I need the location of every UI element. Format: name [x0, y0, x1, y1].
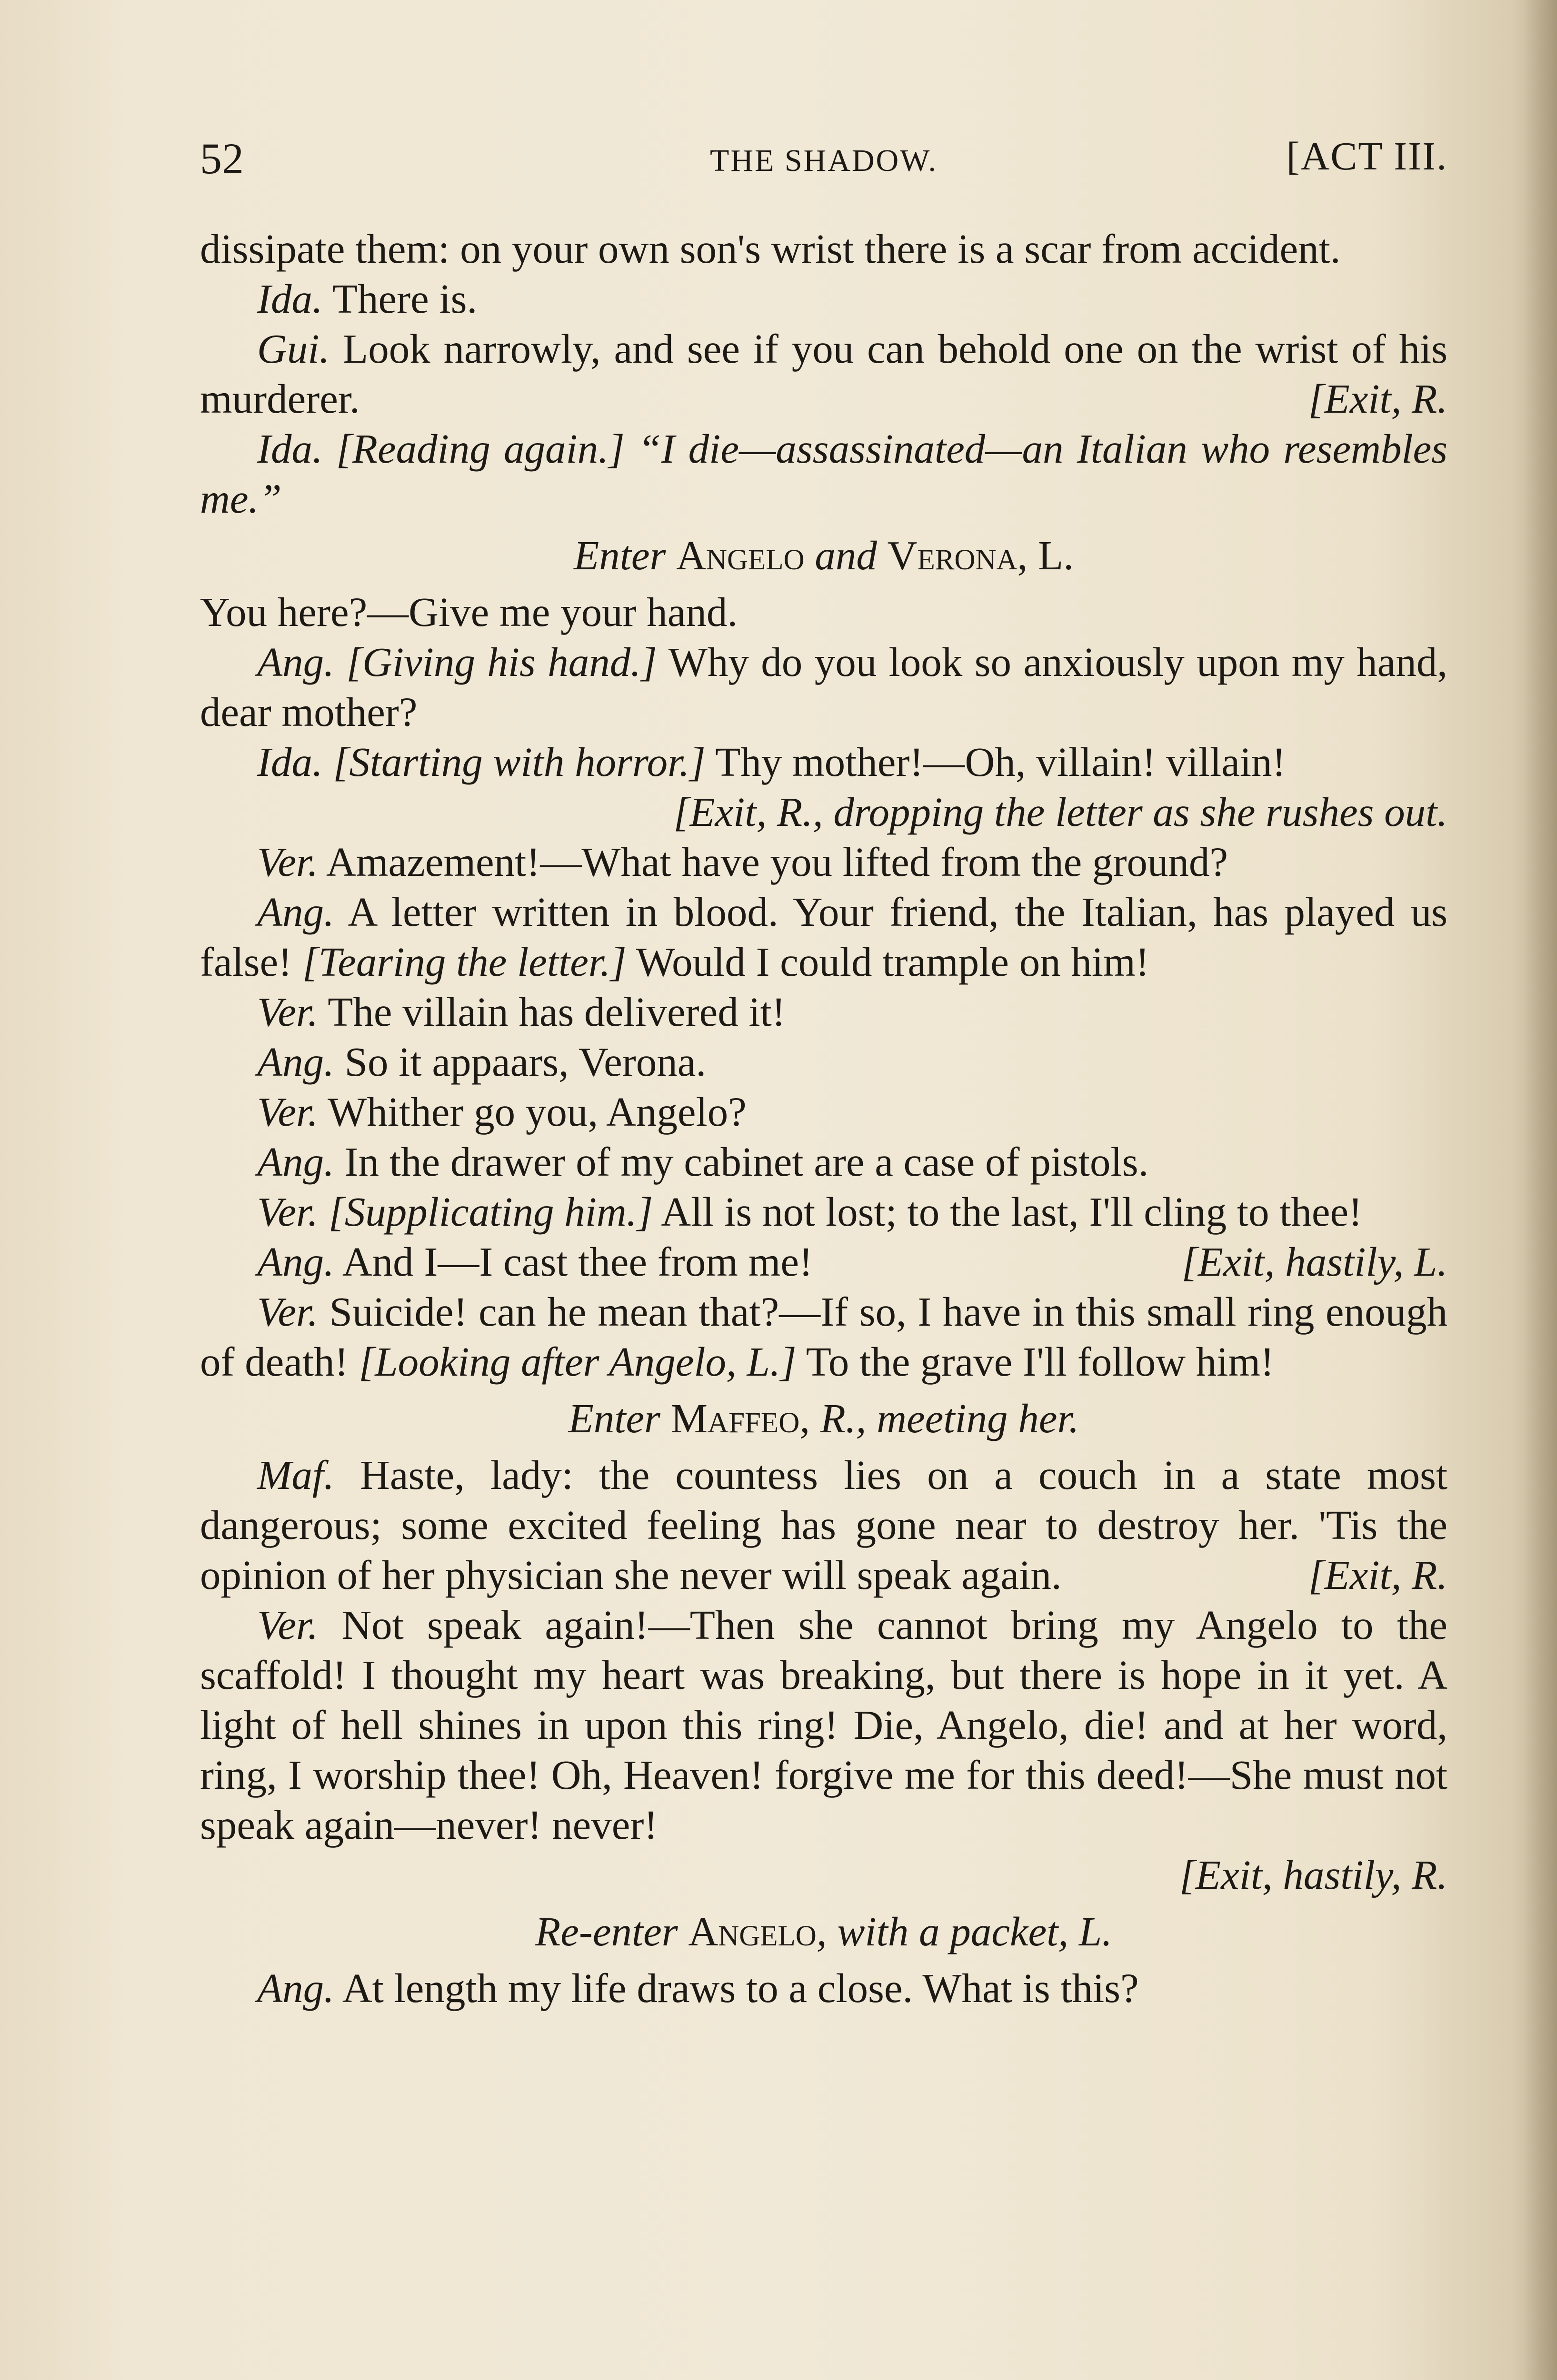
act-label: [ACT III. — [1286, 134, 1447, 178]
speech-line: Ang. At length my life draws to a close. What is this? — [257, 1965, 1139, 2011]
speech-line: Maf. Haste, lady: the countess lies on a couch in a state most dangerous; some excited feeling has gone near to destroy her. 'Tis the opinion of her physician she never will speak again. [Exit, R. — [200, 1450, 1447, 1600]
speech-line: Ang. In the drawer of my cabinet are a case of pistols. — [257, 1139, 1149, 1185]
stage-direction: [Supplicating him.] — [318, 1189, 653, 1235]
speaker: Ang. — [257, 889, 334, 935]
speech-line: Ver. Not speak again!—Then she cannot bring my Angelo to the scaffold! I thought my heart was breaking, but there is hope in it yet. A light of hell shines in upon this ring! Die, Angelo, die! and at her word, ring, I worship thee! Oh, Heaven! forgive me for this deed!—She must not speak again—never! never! — [200, 1602, 1447, 1848]
stage-exit: [Exit, R., dropping the letter as she rushes out. — [673, 789, 1447, 835]
play-text — [200, 224, 1447, 2013]
speaker: Ver. — [257, 1089, 319, 1135]
speech-line: Ver. Whither go you, Angelo? — [257, 1089, 747, 1135]
speaker: Ang. — [257, 1139, 334, 1185]
stage-direction: [Looking after Angelo, L.] — [348, 1339, 797, 1385]
speaker: Ver. — [257, 1189, 319, 1235]
speech-line: Ang. [Giving his hand.] Why do you look so anxiously upon my hand, dear mother? — [200, 639, 1448, 735]
speech-line: Ver. [Supplicating him.] All is not lost; to the last, I'll cling to thee! — [257, 1189, 1363, 1235]
speech-line: Ang. So it appaars, Verona. — [257, 1039, 707, 1085]
speech-line: Gui. Look narrowly, and see if you can behold one on the wrist of his murderer. [Exit, R. — [200, 324, 1447, 424]
speech-line — [200, 424, 1447, 524]
stage-entrance: Re-enter Angelo, with a packet, L. — [535, 1908, 1112, 1954]
speech-continuation: You here?—Give me your hand. — [200, 589, 738, 635]
running-title: THE SHADOW. — [710, 143, 938, 178]
page-edge-shadow — [1524, 0, 1557, 2380]
stage-direction: [Tearing the letter.] — [292, 939, 627, 985]
speaker: Ang. — [257, 1965, 334, 2011]
stage-direction: [Exit, R. — [1308, 376, 1447, 422]
speech-line: Ver. Amazement!—What have you lifted from the ground? — [257, 839, 1228, 885]
speaker: Gui. — [257, 326, 330, 372]
stage-exit: [Exit, hastily, R. — [1179, 1852, 1447, 1898]
speech-line: Ang. A letter written in blood. Your friend, the Italian, has played us false! [Tearing the letter.] Would I could trample on him! — [200, 889, 1447, 985]
speaker: Ang. — [257, 1039, 334, 1085]
stage-entrance: Enter Angelo and Verona, L. — [574, 532, 1074, 578]
speaker: Ver. — [257, 1602, 319, 1648]
speech-continuation: dissipate them: on your own son's wrist there is a scar from accident. — [200, 226, 1341, 272]
page-number: 52 — [200, 134, 244, 183]
stage-direction: [Giving his hand.] — [334, 639, 657, 685]
speech-line: Ver. The villain has delivered it! — [257, 989, 786, 1035]
speaker: Ver. — [257, 839, 319, 885]
stage-direction: [Starting with horror.] — [322, 739, 706, 785]
speaker: Ver. — [257, 1289, 319, 1335]
speaker: Ida. — [257, 426, 323, 472]
running-header — [200, 129, 1447, 195]
speech-line: Ida. [Starting with horror.] Thy mother!—Oh, villain! villain! — [257, 739, 1286, 785]
speaker: Ver. — [257, 989, 319, 1035]
speaker: Ang. — [257, 1239, 334, 1285]
speech-line: Ver. Suicide! can he mean that?—If so, I have in this small ring enough of death! [Looking after Angelo, L.] To the grave I'll follow him! — [200, 1289, 1447, 1385]
stage-direction: [Exit, R. — [1308, 1552, 1447, 1598]
stage-entrance: Enter Maffeo, R., meeting her. — [568, 1395, 1079, 1441]
speaker: Ida. — [257, 739, 323, 785]
stage-direction: [Reading again.] “I die—assassinated—an Italian who resembles me.” — [200, 426, 1447, 522]
stage-direction: [Exit, hastily, L. — [1181, 1239, 1447, 1285]
speaker: Ida. — [257, 276, 323, 322]
speaker: Ang. — [257, 639, 334, 685]
speaker: Maf. — [257, 1452, 334, 1498]
speech-line: Ida. There is. — [257, 276, 478, 322]
speech-line: Ang. And I—I cast thee from me! [Exit, hastily, L. — [200, 1237, 1447, 1287]
